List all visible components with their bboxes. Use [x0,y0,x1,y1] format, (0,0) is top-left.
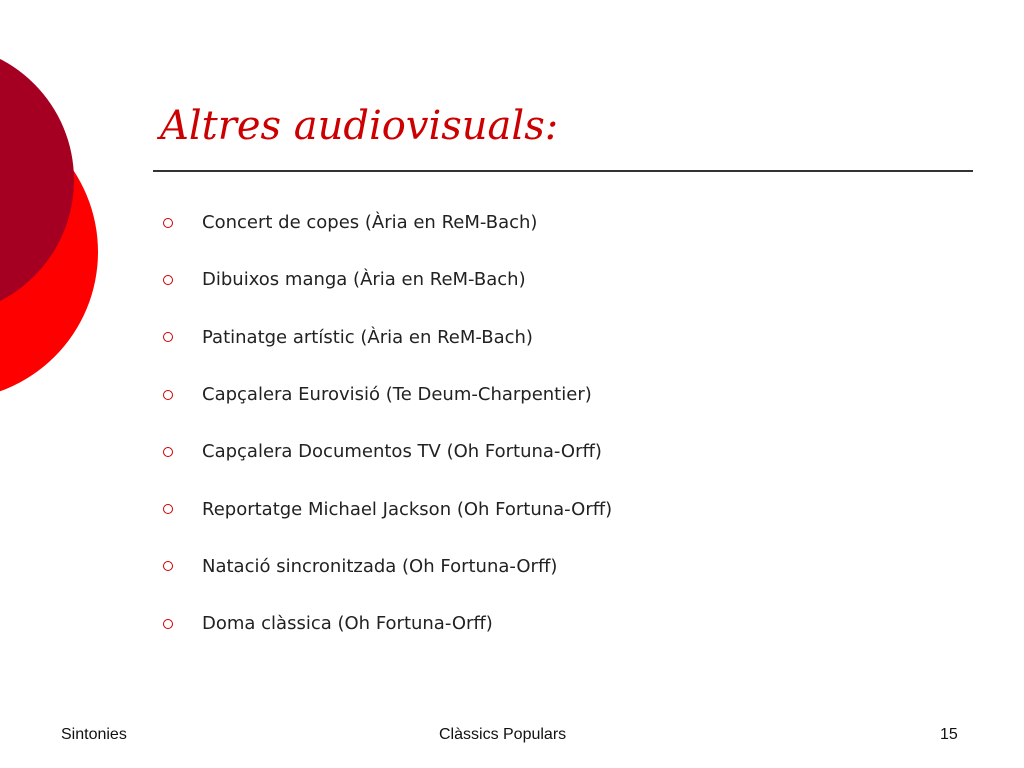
footer-left-text: Sintonies [61,726,127,743]
hollow-circle-bullet-icon [163,504,173,514]
list-item-label: Capçalera Documentos TV (Oh Fortuna-Orff) [202,441,602,463]
decorative-circles [0,0,110,410]
hollow-circle-bullet-icon [163,275,173,285]
list-item [163,423,612,480]
list-item-label: Capçalera Eurovisió (Te Deum-Charpentier) [202,384,592,406]
list-item-label: Patinatge artístic (Ària en ReM-Bach) [202,326,533,348]
list-item-label: Natació sincronitzada (Oh Fortuna-Orff) [202,555,558,577]
page-number: 15 [940,726,958,743]
list-item [163,595,612,652]
list-item [163,251,612,308]
list-item [163,538,612,595]
hollow-circle-bullet-icon [163,619,173,629]
list-item [163,194,612,251]
footer-center-text: Clàssics Populars [439,726,567,743]
list-item-label: Doma clàssica (Oh Fortuna-Orff) [202,613,493,635]
list-item [163,480,612,537]
list-item-label: Reportatge Michael Jackson (Oh Fortuna-Orff) [202,498,613,520]
list-item [163,309,612,366]
hollow-circle-bullet-icon [163,447,173,457]
hollow-circle-bullet-icon [163,218,173,228]
list-item-label: Dibuixos manga (Ària en ReM-Bach) [202,269,526,291]
hollow-circle-bullet-icon [163,332,173,342]
hollow-circle-bullet-icon [163,561,173,571]
bullet-list [163,194,612,652]
list-item [163,366,612,423]
list-item-label: Concert de copes (Ària en ReM-Bach) [202,212,538,234]
hollow-circle-bullet-icon [163,390,173,400]
title-divider [153,170,973,172]
slide-title: Altres audiovisuals: [160,103,559,149]
